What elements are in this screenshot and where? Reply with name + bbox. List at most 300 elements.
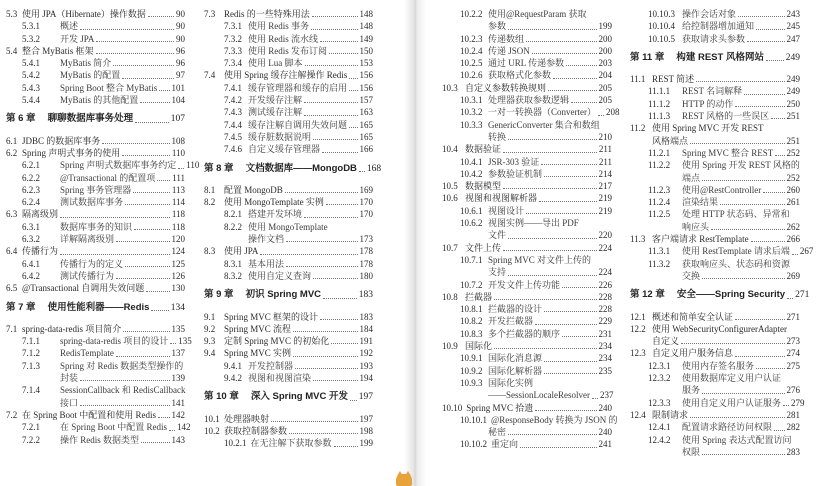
entry-page: 279 [791,397,805,408]
toc-entry[interactable] [6,135,185,147]
entry-page: 165 [359,131,373,142]
entry-page: 281 [786,409,800,420]
toc-entry[interactable] [442,414,618,426]
dot-leader [313,278,357,279]
entry-title-continuation: 操作文档 [248,234,285,245]
dot-leader [151,310,168,311]
entry-title: 深入 Spring MVC 开发 [250,391,348,403]
entry-title: 缓存脏数据说明 [248,131,312,142]
toc-entry[interactable] [204,131,373,143]
entry-number: 12.1 [630,311,646,322]
toc-entry-continuation[interactable] [442,426,612,438]
toc-entry[interactable] [6,82,185,94]
entry-page: 205 [598,82,612,93]
toc-entry[interactable] [630,347,800,359]
toc-entry[interactable] [442,168,612,180]
entry-page: 183 [358,290,373,301]
toc-entry[interactable] [442,217,612,229]
toc-entry[interactable] [204,119,373,131]
entry-title: 给控制器增加通知 [682,21,755,32]
entry-page: 200 [598,33,612,44]
entry-page: 243 [786,9,800,19]
toc-entry[interactable] [442,242,612,254]
toc-entry[interactable] [6,69,185,81]
entry-title-continuation: 响应头 [682,221,710,232]
toc-entry[interactable] [442,352,612,364]
toc-entry-continuation[interactable] [630,446,800,458]
toc-entry[interactable] [630,397,805,409]
toc-entry[interactable] [442,438,612,450]
dot-leader [787,298,793,299]
toc-entry[interactable] [204,94,373,106]
entry-page: 108 [171,135,185,146]
entry-page: 220 [598,230,612,241]
entry-page: 149 [359,33,373,44]
dot-leader [690,143,784,144]
entry-number: 10.7.2 [460,279,483,290]
toc-entry[interactable] [6,20,185,32]
entry-page: 101 [171,82,185,93]
toc-entry[interactable] [630,122,800,134]
toc-entry[interactable] [630,73,800,85]
toc-entry[interactable] [204,347,373,359]
toc-entry[interactable] [630,372,800,384]
toc-entry[interactable] [442,303,612,315]
toc-entry-continuation[interactable] [442,266,612,278]
toc-entry[interactable] [630,110,800,122]
toc-entry[interactable] [6,270,185,282]
dot-leader [508,275,596,276]
toc-entry[interactable] [6,384,185,396]
toc-entry[interactable] [442,8,612,20]
entry-page: 156 [359,70,373,81]
dot-leader [116,278,169,279]
entry-page: 134 [170,302,185,313]
toc-entry[interactable] [630,98,800,110]
entry-page: 260 [786,184,800,195]
entry-page: 224 [598,267,612,278]
dot-leader [771,118,784,119]
toc-entry[interactable] [204,270,373,282]
toc-chapter-entry[interactable] [630,45,800,73]
entry-title: 搭建开发环境 [248,209,303,220]
toc-entry[interactable] [6,57,185,69]
toc-entry[interactable] [6,33,185,45]
toc-entry[interactable] [204,245,373,257]
toc-entry[interactable] [442,156,612,168]
entry-title: 使用性能利器——Redis [47,301,150,313]
toc-entry[interactable] [6,208,185,220]
toc-entry[interactable] [442,291,612,303]
toc-entry[interactable] [442,377,612,389]
entry-number: 7.2.2 [22,434,40,445]
toc-entry[interactable] [442,205,612,217]
toc-entry[interactable] [630,409,800,421]
toc-entry[interactable] [630,208,800,220]
toc-entry[interactable] [630,159,800,171]
toc-entry-continuation[interactable] [442,389,612,401]
dot-leader [702,180,784,181]
entry-number: 10.3.1 [460,95,483,106]
entry-number: 7.4.5 [224,131,242,142]
entry-page: 194 [359,373,373,384]
toc-entry[interactable] [204,196,373,208]
dot-leader [125,266,169,267]
entry-title-continuation: 服务 [682,385,701,396]
toc-entry[interactable] [6,233,185,245]
toc-entry[interactable] [204,33,373,45]
entry-page: 276 [786,385,800,396]
entry-page: 211 [598,144,612,155]
toc-entry[interactable] [630,85,800,97]
dot-leader [738,16,784,17]
toc-chapter-entry[interactable] [630,282,810,310]
toc-entry[interactable] [630,360,800,372]
toc-entry[interactable] [442,33,612,45]
entry-number: 9.2 [204,323,216,334]
toc-entry[interactable] [630,258,800,270]
toc-entry[interactable] [204,258,373,270]
dot-leader [571,102,596,103]
toc-entry[interactable] [442,180,612,192]
entry-page: 143 [171,434,185,445]
toc-entry[interactable] [630,323,800,335]
entry-page: 157 [359,95,373,106]
toc-entry[interactable] [442,340,612,352]
entry-number: 12.2 [630,323,646,334]
toc-entry[interactable] [442,402,612,414]
toc-entry-continuation[interactable] [442,229,612,241]
toc-entry[interactable] [442,106,620,118]
toc-entry[interactable] [204,221,373,233]
toc-entry[interactable] [6,159,200,171]
entry-number: 第 6 章 [6,113,36,125]
dot-leader [562,336,596,337]
entry-page: 251 [786,135,800,146]
toc-entry[interactable] [204,20,373,32]
entry-number: 10.10.5 [648,33,675,44]
toc-entry[interactable] [442,328,612,340]
dot-leader [526,213,596,214]
entry-page: 237 [599,390,614,401]
toc-entry-continuation[interactable] [630,221,800,233]
entry-title-continuation: 转换 [488,131,507,142]
entry-number: 10.6 [442,193,458,204]
dot-leader [494,299,596,300]
toc-entry[interactable] [204,106,373,118]
toc-entry[interactable] [6,360,185,372]
toc-entry[interactable] [442,69,612,81]
entry-title: 使用 RestTemplate 请求后端 [682,246,790,257]
entry-title: 拦截器的设计 [488,304,543,315]
entry-page: 267 [799,246,814,257]
entry-page: 250 [786,98,800,109]
entry-page: 240 [598,427,612,438]
entry-title: 国际化消息源 [488,353,543,364]
dot-leader [178,168,184,169]
entry-number: 7.4.2 [224,95,242,106]
entry-title: 开发文件上传功能 [488,279,561,290]
toc-entry[interactable] [204,413,373,425]
entry-page: 170 [359,197,373,208]
entry-page: 228 [598,304,612,315]
toc-entry-continuation[interactable] [6,397,185,409]
toc-entry[interactable] [6,347,185,359]
entry-number: 7.3 [204,9,216,19]
toc-entry[interactable] [204,45,373,57]
entry-number: 10.9 [442,341,458,352]
entry-page: 142 [177,422,191,433]
toc-entry[interactable] [442,192,612,204]
entry-title: 获取请求头参数 [682,33,746,44]
toc-entry[interactable] [630,233,800,245]
entry-title: 视图实例——导出 PDF [488,218,579,229]
toc-entry-continuation[interactable] [630,270,800,282]
entry-number: 10.6.2 [460,218,483,229]
toc-entry[interactable] [6,8,185,20]
entry-title: 国际化 [465,341,493,352]
dot-leader [508,139,596,140]
dot-leader [553,78,596,79]
entry-title: 详解隔离级别 [60,234,115,245]
dot-leader [541,164,597,165]
entry-number: 10.8.1 [460,304,483,315]
entry-title: 视图和视图渲染 [248,373,312,384]
toc-entry[interactable] [204,143,373,155]
dot-leader [80,29,174,30]
toc-entry[interactable] [442,315,612,327]
entry-number: 12.3.1 [648,360,671,371]
toc-entry[interactable] [6,172,185,184]
entry-title: 使用 Spring 缓存注解操作 Redis [224,70,348,81]
entry-page: 125 [171,258,185,269]
entry-page: 228 [598,291,612,302]
toc-entry-continuation[interactable] [442,131,612,143]
entry-page: 219 [598,193,612,204]
toc-entry[interactable] [6,323,185,335]
entry-title: 一对一转换器（Converter） [488,107,596,118]
dot-leader [711,229,784,230]
toc-entry[interactable] [630,147,800,159]
toc-entry-continuation[interactable] [6,372,185,384]
toc-entry[interactable] [6,421,191,433]
toc-chapter-entry[interactable] [204,282,373,310]
entry-number: 11.1.1 [648,86,671,97]
entry-title: 传播行为的定义 [60,258,124,269]
entry-title: 使用自定义查询 [248,270,312,281]
entry-number: 5.4.2 [22,70,40,81]
toc-entry[interactable] [442,365,612,377]
toc-entry-continuation[interactable] [630,135,800,147]
entry-title: 获取格式化参数 [488,70,552,81]
entry-number: 11.1.2 [648,98,671,109]
entry-title: 测试数据库事务 [60,197,124,208]
entry-page: 183 [359,311,373,322]
entry-number: 12.3.3 [648,397,671,408]
dot-leader [331,343,357,344]
dot-leader [313,380,357,381]
entry-title-continuation: 文件 [488,230,507,241]
entry-number: 6.2 [6,147,18,158]
entry-page: 199 [359,438,373,449]
toc-entry[interactable] [630,311,800,323]
entry-page: 163 [359,107,373,118]
entry-title: 使用@RestController [682,184,762,195]
entry-page: 249 [786,74,800,85]
entry-page: 139 [171,373,185,384]
toc-entry[interactable] [630,196,800,208]
entry-title: Spring 声明式数据库事务约定 [60,160,177,171]
entry-number: 10.4 [442,144,458,155]
toc-entry[interactable] [204,57,373,69]
entry-page: 210 [598,131,612,142]
toc-entry[interactable] [6,196,185,208]
toc-entry[interactable] [442,82,612,94]
dot-leader [503,152,597,153]
toc-chapter-entry[interactable] [204,384,373,412]
dot-leader [503,250,596,251]
toc-chapter-entry[interactable] [204,156,382,184]
entry-number: 10.10.1 [460,414,487,425]
toc-entry[interactable] [6,147,185,159]
toc-entry[interactable] [6,45,185,57]
toc-entry[interactable] [630,245,814,257]
entry-number: 10.2.4 [460,45,483,56]
entry-title: 视图设计 [488,205,525,216]
toc-entry[interactable] [442,45,612,57]
toc-entry[interactable] [442,254,612,266]
entry-title: 隔离级别 [22,209,59,220]
toc-chapter-entry[interactable] [6,106,185,134]
entry-number: 11.1 [630,74,646,85]
toc-entry[interactable] [6,282,185,294]
entry-page: 153 [359,58,373,69]
entry-title: 使用 MongoTemplate 实例 [224,197,324,208]
dot-leader [271,421,357,422]
entry-page: 219 [598,205,612,216]
entry-page: 205 [598,95,612,106]
entry-page: 168 [366,163,382,174]
toc-entry[interactable] [204,437,373,449]
entry-number: 第 7 章 [6,301,36,313]
entry-number: 7.1.3 [22,360,40,371]
toc-entry[interactable] [6,94,185,106]
toc-entry[interactable] [204,82,373,94]
dot-leader [123,331,169,332]
dot-leader [508,29,596,30]
toc-entry[interactable] [204,208,373,220]
toc-chapter-entry[interactable] [6,295,185,323]
entry-number: 7.1 [6,323,18,334]
entry-page: 226 [598,279,612,290]
toc-entry[interactable] [630,421,800,433]
toc-entry[interactable] [6,184,185,196]
entry-number: 11.2.2 [648,160,671,171]
toc-entry[interactable] [6,335,192,347]
entry-title: Redis 的一些特殊用法 [224,9,310,19]
toc-entry[interactable] [6,434,185,446]
entry-page: 107 [170,114,185,125]
toc-entry[interactable] [204,360,373,372]
dot-leader [304,115,357,116]
dot-leader [329,53,357,54]
entry-title: 使用 WebSecurityConfigurerAdapter [652,323,787,334]
toc-entry[interactable] [442,94,612,106]
toc-entry[interactable] [630,33,800,45]
entry-page: 200 [598,45,612,56]
entry-title: 客户端请求 RestTemplate [652,234,749,245]
entry-number: 7.3.2 [224,33,242,44]
entry-number: 9.4 [204,348,216,359]
toc-entry[interactable] [6,221,185,233]
dot-leader [80,405,169,406]
dot-leader [141,442,169,443]
entry-title: Spring 事务管理器 [60,184,132,195]
entry-title: 重定向 [491,439,519,450]
entry-page: 234 [598,341,612,352]
entry-title: Spring MVC 实例 [224,348,292,359]
toc-entry[interactable] [6,245,185,257]
entry-title: Spring 对 Redis 数据类型操作的 [60,360,184,371]
entry-title: 获取控制器参数 [224,425,288,436]
toc-entry[interactable] [442,119,612,131]
entry-title: 使用@RequestParam 获取 [488,9,587,19]
entry-page: 165 [359,119,373,130]
entry-title: 使用自定义用户认证服务 [682,397,782,408]
entry-title: 配置 MongoDB [224,184,283,195]
toc-entry[interactable] [442,143,612,155]
entry-page: 113 [171,184,185,195]
toc-entry[interactable] [630,20,800,32]
toc-entry-continuation[interactable] [442,20,612,32]
toc-entry[interactable] [204,311,373,323]
toc-entry[interactable] [6,409,185,421]
toc-entry[interactable] [442,279,612,291]
entry-title: JDBC 的数据库事务 [22,135,101,146]
entry-page: 110 [186,160,200,171]
entry-page: 114 [171,197,185,208]
entry-title: 在 Spring Boot 中配置和使用 Redis [22,409,157,420]
toc-entry-continuation[interactable] [204,233,373,245]
toc-entry[interactable] [204,184,373,196]
entry-title-continuation: 参数 [488,21,507,32]
entry-page: 173 [359,234,373,245]
toc-entry[interactable] [6,258,185,270]
toc-entry[interactable] [204,335,373,347]
entry-page: 126 [171,270,185,281]
toc-entry[interactable] [204,323,373,335]
entry-number: 7.3.4 [224,58,242,69]
entry-title: 处理 HTTP 状态码、异常和 [682,209,790,220]
toc-entry[interactable] [204,8,373,20]
dot-leader [96,53,174,54]
entry-title: 聊聊数据库事务处理 [47,113,134,125]
toc-entry-continuation[interactable] [630,335,800,347]
toc-entry[interactable] [630,434,800,446]
toc-entry-continuation[interactable] [630,172,800,184]
toc-entry[interactable] [442,57,612,69]
toc-column-3 [442,8,620,451]
entry-title: 整合 MyBatis 框架 [22,45,94,56]
toc-entry[interactable] [204,69,373,81]
toc-entry[interactable] [204,425,373,437]
toc-entry-continuation[interactable] [630,384,800,396]
entry-title: 传播行为 [22,246,59,257]
toc-entry[interactable] [630,8,800,20]
toc-entry[interactable] [204,372,373,384]
toc-entry[interactable] [630,184,800,196]
entry-title: 使用数据库定义用户认证 [682,373,782,384]
